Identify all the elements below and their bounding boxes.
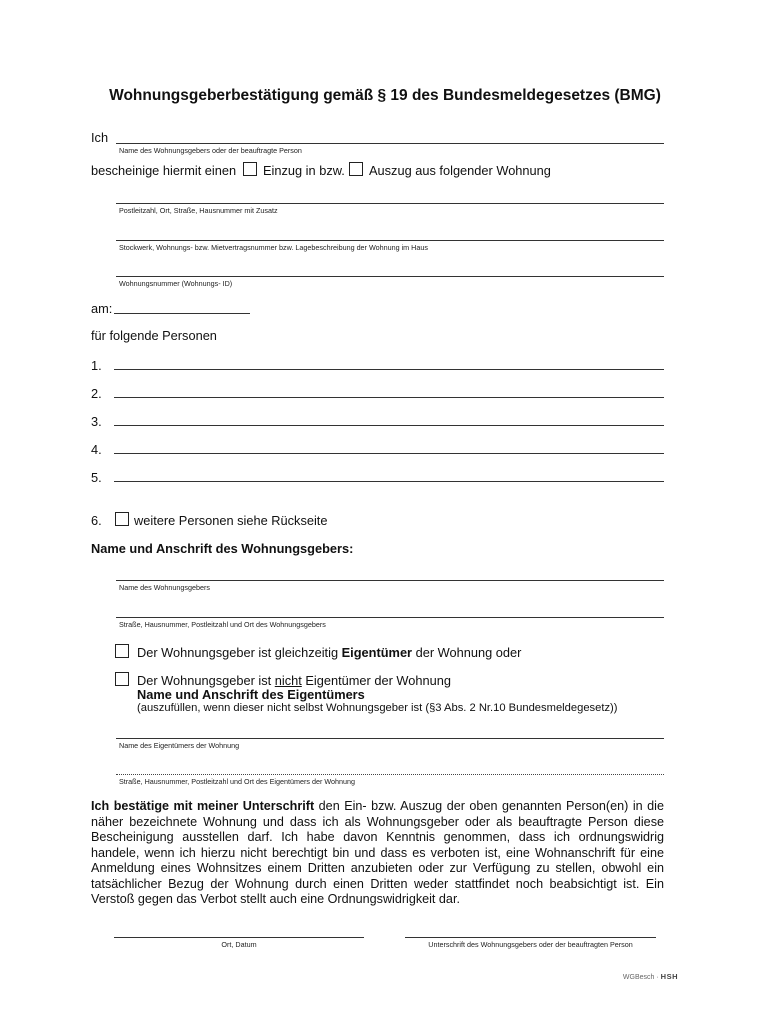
person-number-5: 5. [91,470,102,485]
address-field-3[interactable] [116,276,664,277]
auszug-label: Auszug aus folgender Wohnung [369,163,551,178]
confirmation-paragraph: Ich bestätige mit meiner Unterschrift den Ein- bzw. Auszug der oben genannten Person(en) in die näher bezeichnete Wohnung und dass ich als Wohnungsgeber oder als beauftragte Person diese Bescheinigung ausstellen darf. Ich habe davon Kenntnis genommen, dass ich ordnungswidrig handele, wenn ich hierzu nicht berechtigt bin und dass es verboten ist, eine Wohnanschrift für eine Anmeldung eines Wohnsitzes einem Dritten anzubieten oder zur Verfügung zu stellen, obwohl ein tatsächlicher Bezug der Wohnung durch einen Dritten weder stattfindet noch beabsichtigt ist. Ein Verstoß gegen das Verbot stellt auch eine Ordnungswidrigkeit dar. [91,799,664,906]
eigentuemer-ja-checkbox[interactable] [115,644,129,658]
ort-datum-field[interactable] [114,937,364,938]
eigentuemer-note: (auszufüllen, wenn dieser nicht selbst Wohnungsgeber ist (§3 Abs. 2 Nr.10 Bundesmeldegesetz)) [137,702,618,714]
am-date-field[interactable] [114,313,250,314]
person-number-3: 3. [91,414,102,429]
ich-caption: Name des Wohnungsgebers oder der beauftragte Person [119,146,302,155]
person-field-4[interactable] [114,453,664,454]
eigentuemer-address-caption: Straße, Hausnummer, Postleitzahl und Ort des Eigentümers der Wohnung [119,777,355,786]
einzug-checkbox[interactable] [243,162,257,176]
weitere-personen-checkbox[interactable] [115,512,129,526]
weitere-personen-label: weitere Personen siehe Rückseite [134,513,328,528]
eigentuemer-nein-label: Der Wohnungsgeber ist nicht Eigentümer der Wohnung [137,673,451,688]
person-number-1: 1. [91,358,102,373]
unterschrift-caption: Unterschrift des Wohnungsgebers oder der beauftragten Person [428,940,633,949]
wohnungsgeber-address-caption: Straße, Hausnummer, Postleitzahl und Ort des Wohnungsgebers [119,620,326,629]
ort-datum-caption: Ort, Datum [221,940,257,949]
ich-name-field[interactable] [116,143,664,144]
bescheinige-text: bescheinige hiermit einen [91,163,237,178]
wohnungsgeber-name-caption: Name des Wohnungsgebers [119,583,210,592]
einzug-label: Einzug in bzw. [263,163,345,178]
address-field-2[interactable] [116,240,664,241]
auszug-checkbox[interactable] [349,162,363,176]
address-caption-2: Stockwerk, Wohnungs- bzw. Mietvertragsnummer bzw. Lagebeschreibung der Wohnung im Haus [119,243,428,252]
eigentuemer-address-field[interactable] [116,774,664,775]
wohnungsgeber-name-field[interactable] [116,580,664,581]
person-number-4: 4. [91,442,102,457]
eigentuemer-ja-label: Der Wohnungsgeber ist gleichzeitig Eigentümer der Wohnung oder [137,645,522,660]
footer-code: WGBesch · HSH [622,972,678,981]
person-number-2: 2. [91,386,102,401]
eigentuemer-nein-checkbox[interactable] [115,672,129,686]
am-label: am: [91,301,113,316]
eigentuemer-name-field[interactable] [116,738,664,739]
unterschrift-field[interactable] [405,937,656,938]
person-field-3[interactable] [114,425,664,426]
eigentuemer-name-caption: Name des Eigentümers der Wohnung [119,741,240,750]
person-field-2[interactable] [114,397,664,398]
wohnungsgeber-address-field[interactable] [116,617,664,618]
ich-label: Ich [91,130,109,145]
address-caption-1: Postleitzahl, Ort, Straße, Hausnummer mit Zusatz [119,206,278,215]
address-field-1[interactable] [116,203,664,204]
form-title: Wohnungsgeberbestätigung gemäß § 19 des Bundesmeldegesetzes (BMG) [109,87,661,104]
personen-label: für folgende Personen [91,328,217,343]
person-field-5[interactable] [114,481,664,482]
wohnungsgeber-heading: Name und Anschrift des Wohnungsgebers: [91,541,354,556]
person-field-1[interactable] [114,369,664,370]
eigentuemer-heading: Name und Anschrift des Eigentümers [137,687,365,702]
address-caption-3: Wohnungsnummer (Wohnungs- ID) [119,279,233,288]
person-number-6: 6. [91,513,102,528]
